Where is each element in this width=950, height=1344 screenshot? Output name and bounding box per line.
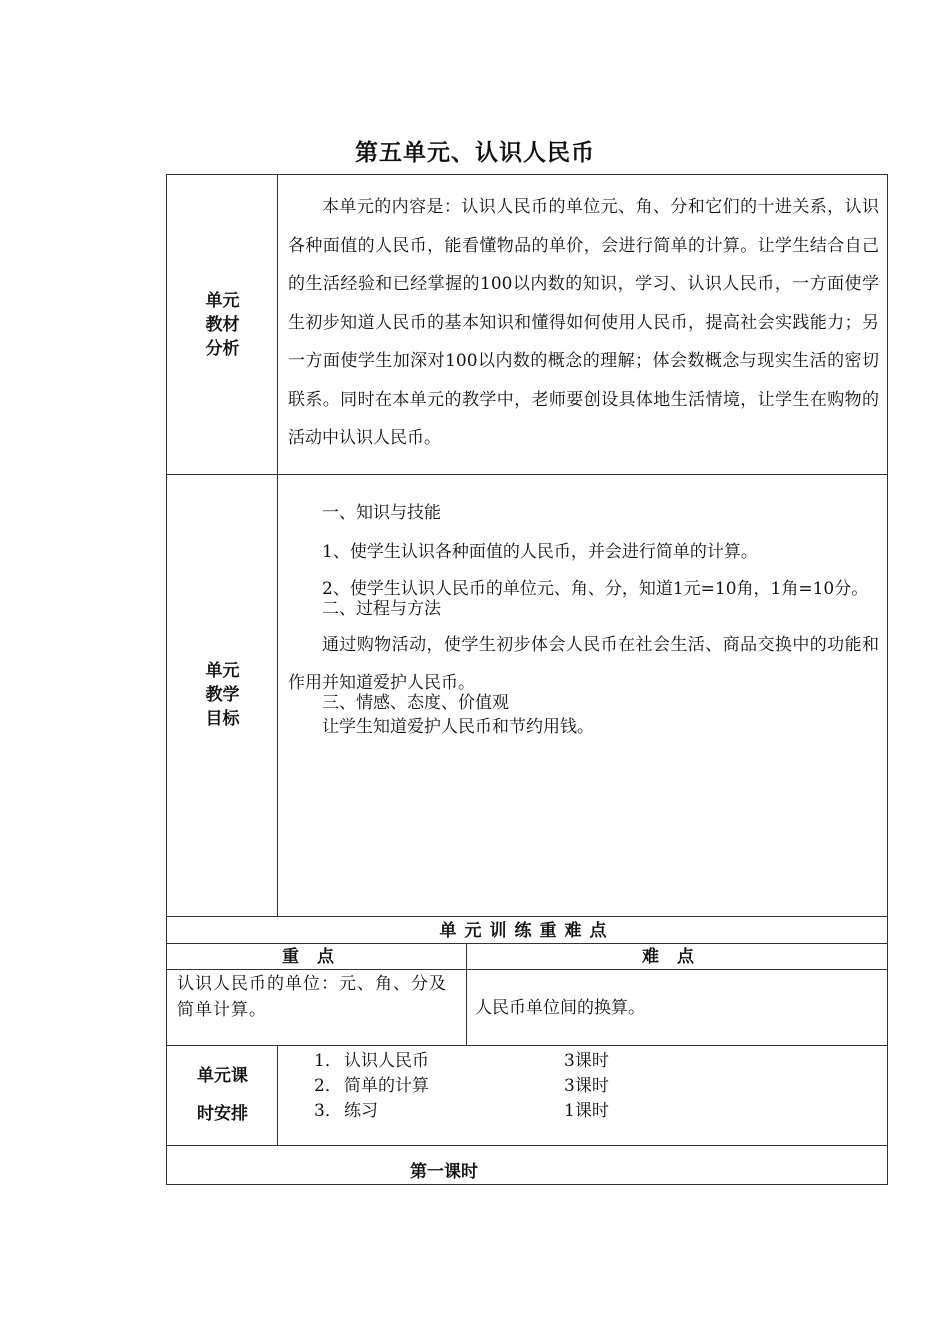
unit-plan-table [166,174,888,1185]
goals-content [288,500,879,739]
schedule-label-line: 单元课 [197,1066,248,1086]
analysis-content [288,188,879,458]
schedule-item [288,1071,728,1096]
schedule-label-line: 时安排 [197,1104,248,1124]
goals-label-line: 单元 [205,661,240,681]
analysis-label [167,175,278,474]
analysis-label-line: 分析 [205,338,240,359]
schedule-item-name: 认识人民币 [344,1051,429,1071]
schedule-item-hours: 3课时 [564,1051,609,1071]
key-points-header: 重点 [282,947,352,967]
analysis-label-line: 单元 [205,290,240,311]
schedule-item-name: 练习 [344,1101,378,1121]
goal-item: 1、使学生认识各种面值的人民币，并会进行简单的计算。 [322,542,758,562]
schedule-label [167,1045,278,1145]
attitude-text: 让学生知道爱护人民币和节约用钱。 [322,716,594,737]
row-divider [167,969,887,970]
section-title-knowledge: 一、知识与技能 [322,503,441,523]
row-divider [167,943,887,944]
row-divider [167,916,887,917]
process-text: 通过购物活动，使学生初步体会人民币在社会生活、商品交换中的功能和作用并知道爱护人民币。 [288,634,879,693]
goals-label-line: 教学 [205,685,240,705]
schedule-item [288,1096,728,1121]
schedule-item-hours: 3课时 [564,1076,609,1096]
row-divider [167,1145,887,1146]
hard-points-header: 难点 [642,947,712,967]
difficulties-header: 单元训练重难点 [439,921,615,941]
schedule-item-name: 简单的计算 [344,1076,429,1096]
first-lesson-heading: 第一课时 [410,1162,478,1182]
schedule-item-number: 1． [314,1051,342,1071]
goals-label [167,474,278,916]
analysis-paragraph: 本单元的内容是：认识人民币的单位元、角、分和它们的十进关系，认识各种面值的人民币，能看懂物品的单价，会进行简单的计算。让学生结合自己的生活经验和已经掌握的100以内数的知识，学习、认识人民币，一方面使学生初步知道人民币的基本知识和懂得如何使用人民币，提高社会实践能力；另一方面使学生加深对100以内数的概念的理解；体会数概念与现实生活的密切联系。同时在本单元的教学中，老师要创设具体地生活情境，让学生在购物的活动中认识人民币。 [288,197,879,448]
analysis-label-line: 教材 [205,314,240,335]
schedule-item-number: 3． [314,1101,342,1121]
page-title: 第五单元、认识人民币 [355,140,595,166]
schedule-item-number: 2． [314,1076,342,1096]
goals-label-line: 目标 [205,709,240,729]
hard-points-text: 人民币单位间的换算。 [475,998,645,1018]
key-points-text: 认识人民币的单位：元、角、分及简单计算。 [177,974,447,1020]
goal-item: 2、使学生认识人民币的单位元、角、分，知道1元=10角，1角=10分。 [322,579,869,599]
section-title-process: 二、过程与方法 [322,598,441,619]
section-title-attitude: 三、情感、态度、价值观 [322,692,509,713]
schedule-item [288,1046,728,1071]
schedule-item-hours: 1课时 [564,1101,609,1121]
